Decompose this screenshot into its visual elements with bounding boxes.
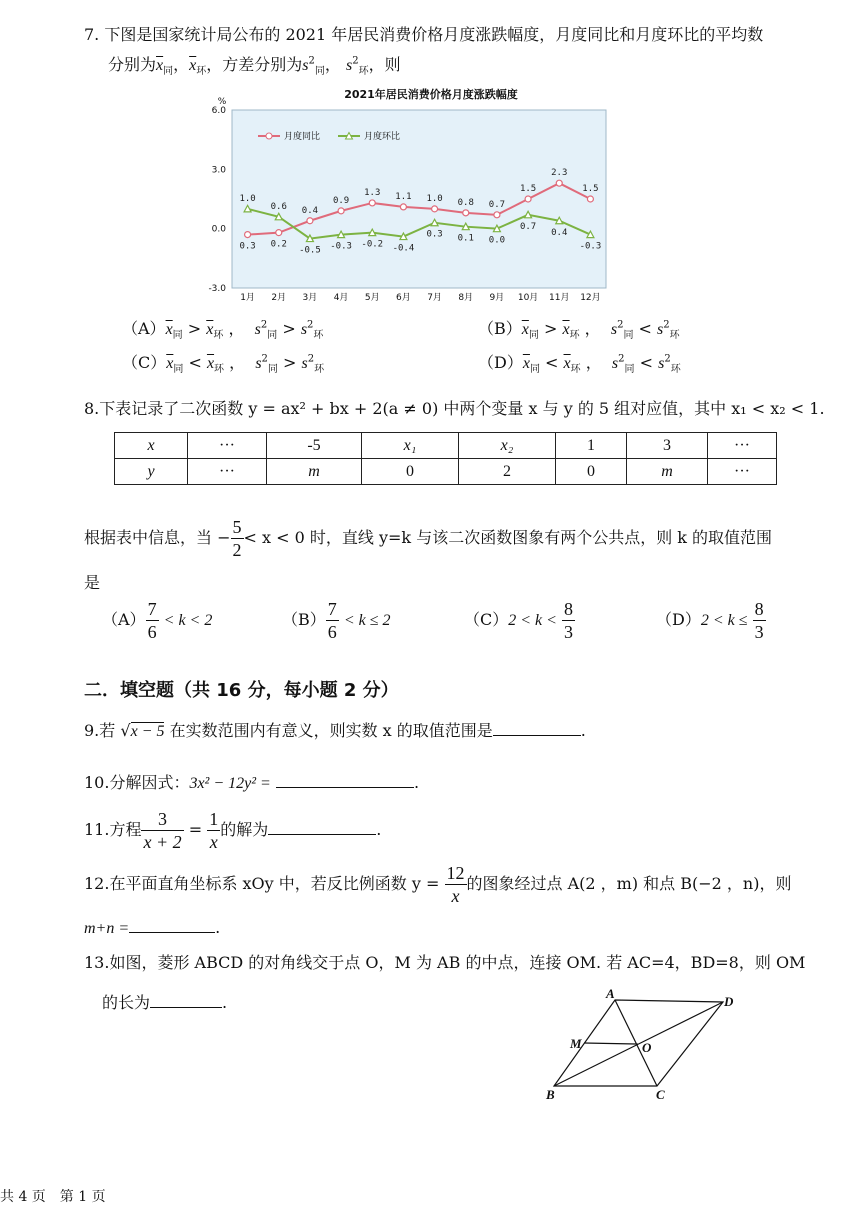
answer-blank[interactable] <box>493 721 581 736</box>
q9: 9.若 √x − 5 在实数范围内有意义，则实数 x 的取值范围是 . <box>84 721 586 740</box>
q8-para1-b: < x < 0 时，直线 y=k 与该二次函数图象有两个公共点，则 k 的取值范围 <box>243 528 773 547</box>
data-label: -0.4 <box>392 243 415 254</box>
data-label: 0.3 <box>239 241 256 252</box>
y-tick-label: -3.0 <box>208 284 226 294</box>
legend-label: 月度环比 <box>364 132 401 142</box>
table-cell: -5 <box>267 433 362 459</box>
q8-para1-a: 根据表中信息，当 <box>84 528 213 547</box>
legend-marker <box>266 133 272 139</box>
data-label: 1.5 <box>582 184 599 194</box>
table-cell: 1 <box>556 433 627 459</box>
data-label: 0.1 <box>457 233 474 244</box>
x-tick-label: 4月 <box>333 293 349 303</box>
data-label: 2.3 <box>551 168 568 179</box>
data-label: -0.5 <box>299 245 321 256</box>
y-tick-label: 0.0 <box>211 224 226 235</box>
data-label: 0.3 <box>426 229 443 240</box>
table-cell: 3 <box>627 433 708 459</box>
table-cell: ··· <box>188 459 267 485</box>
data-label: 1.3 <box>364 187 381 198</box>
q12-line2: m+n = . <box>84 918 221 937</box>
q7-option-d[interactable]: $(D)\overline{x}_同 < \overline{x}_环$ ， $s^2_同 < s^2_环$ <box>478 353 681 376</box>
answer-blank[interactable] <box>268 820 376 835</box>
data-point <box>245 232 251 238</box>
x-tick-label: 10月 <box>517 293 539 303</box>
page-footer: 共 4 页 第 1 页 <box>0 1189 106 1205</box>
y-tick-label: 6.0 <box>211 106 226 116</box>
fraction: $\frac{5}{2}$ <box>232 517 242 560</box>
var-huan-symbol: s <box>345 57 353 74</box>
label-b: B <box>546 1087 555 1102</box>
q7-line1: 7. 下图是国家统计局公布的 2021 年居民消费价格月度涨跌幅度，月度同比和月度环比的平均数 <box>84 25 764 44</box>
mean-tong-symbol: $\overline{x}$ <box>156 57 164 74</box>
data-point <box>400 204 406 210</box>
rhombus-figure <box>536 986 746 1106</box>
q7-line2-end: ，则 <box>368 55 401 74</box>
data-label: 0.6 <box>270 201 287 212</box>
x-tick-label: 8月 <box>458 293 474 303</box>
q8-stem: 8.下表记录了二次函数 y = ax² + bx + 2(a ≠ 0) 中两个变量 x 与 y 的 5 组对应值，其中 x₁ < x₂ < 1. <box>84 399 825 418</box>
data-label: 0.7 <box>488 199 506 210</box>
q8-para1: 根据表中信息，当 − $\frac{5}{2}$ < x < 0 时，直线 y=k 与该二次函数图象有两个公共点，则 k 的取值范围 <box>84 517 773 560</box>
option-label: （B） <box>478 319 522 338</box>
data-label: 0.4 <box>301 205 319 216</box>
data-point <box>463 210 469 216</box>
x-tick-label: 11月 <box>549 293 570 303</box>
x-tick-label: 6月 <box>396 293 411 303</box>
data-point <box>432 206 438 212</box>
chart-title: 2021年居民消费价格月度涨跌幅度 <box>344 88 518 101</box>
x-tick-label: 1月 <box>240 293 255 303</box>
x-tick-label: 12月 <box>580 293 601 303</box>
q10: 10.分解因式：3x² − 12y² = . <box>84 773 420 792</box>
data-label: 1.5 <box>519 184 537 194</box>
table-row <box>115 433 777 459</box>
data-label: 0.7 <box>519 221 537 232</box>
answer-blank[interactable] <box>150 993 222 1008</box>
answer-blank[interactable] <box>129 918 215 933</box>
data-label: -0.2 <box>361 239 384 250</box>
q13-line1: 13.如图，菱形 ABCD 的对角线交于点 O，M 为 AB 的中点，连接 OM. 若 AC=4，BD=8，则 OM <box>84 953 806 972</box>
label-a: A <box>606 986 615 1001</box>
option-label: （A） <box>122 319 166 338</box>
answer-blank[interactable] <box>276 773 414 788</box>
table-cell: x <box>115 433 188 459</box>
data-label: 0.2 <box>270 239 287 250</box>
section-2-heading: 二．填空题（共 16 分，每小题 2 分） <box>84 680 399 701</box>
q13-line2: 的长为 . <box>102 993 228 1012</box>
x-tick-label: 9月 <box>489 293 505 303</box>
q7-line2-mid: ，方差分别为 <box>206 55 303 74</box>
table-row <box>115 459 777 485</box>
x-tick-label: 3月 <box>302 293 318 303</box>
table-cell: ··· <box>188 433 267 459</box>
data-point <box>525 196 531 202</box>
q11: 11.方程 $\frac{3}{x + 2}$ = $\frac{1}{x}$ 的解为 . <box>84 809 382 852</box>
mean-huan-sub: 环 <box>196 66 207 78</box>
segment-om <box>584 1043 638 1044</box>
table-cell: 0 <box>556 459 627 485</box>
legend-label: 月度同比 <box>284 132 321 142</box>
label-c: C <box>656 1087 665 1102</box>
table-cell: y <box>115 459 188 485</box>
q8-option-a[interactable]: （A） $\frac{7}{6}$ < k < 2 <box>102 599 213 642</box>
label-m: M <box>570 1036 582 1051</box>
table-cell: x₁ <box>362 433 459 459</box>
data-label: 0.4 <box>551 227 568 238</box>
label-o: O <box>642 1040 652 1055</box>
q7-line2: 分别为$\overline{x}_同$，$\overline{x}_环$，方差分别为$s^2_同$， $s^2_环$，则 <box>108 55 401 78</box>
var-tong-symbol: s <box>302 57 309 74</box>
table-cell: x₂ <box>459 433 556 459</box>
option-label: （C） <box>122 353 167 372</box>
chart-ylabel: % <box>217 97 227 107</box>
x-tick-label: 7月 <box>427 293 442 303</box>
data-point <box>369 200 375 206</box>
table-cell: ··· <box>708 459 777 485</box>
y-tick-label: 3.0 <box>211 165 226 176</box>
q12: 12.在平面直角坐标系 xOy 中，若反比例函数 y = $\frac{12}{x}$ 的图象经过点 A(2 ，m) 和点 B(−2 ，n)，则 <box>84 863 792 906</box>
var-huan-sub: 环 <box>358 66 369 78</box>
q8-option-d[interactable]: （D）2 < k ≤ $\frac{8}{3}$ <box>656 599 764 642</box>
data-label: 0.0 <box>488 235 506 246</box>
data-point <box>556 180 562 186</box>
data-label: 0.8 <box>457 197 474 208</box>
table-cell: 2 <box>459 459 556 485</box>
data-label: 1.1 <box>395 191 412 202</box>
data-label: 1.0 <box>426 193 443 204</box>
q8-option-b[interactable]: （B） $\frac{7}{6}$ < k ≤ 2 <box>282 599 391 642</box>
table-cell: m <box>627 459 708 485</box>
mean-tong-sub: 同 <box>163 66 174 78</box>
label-d: D <box>724 994 734 1009</box>
q7-option-c[interactable]: $(C)\overline{x}_同 < \overline{x}_环$ ， $s^2_同 > s^2_环$ <box>122 353 325 376</box>
mean-huan-symbol: $\overline{x}$ <box>189 57 197 74</box>
data-label: -0.3 <box>330 241 352 252</box>
data-point <box>494 212 500 218</box>
q7-line2-prefix: 分别为 <box>108 55 157 74</box>
data-point <box>276 230 282 236</box>
data-label: 1.0 <box>239 193 256 204</box>
x-tick-label: 5月 <box>364 293 380 303</box>
data-point <box>587 196 593 202</box>
option-label: （D） <box>478 353 523 372</box>
x-tick-label: 2月 <box>271 293 287 303</box>
data-label: 0.9 <box>332 195 350 206</box>
data-label: -0.3 <box>579 241 602 252</box>
table-cell: 0 <box>362 459 459 485</box>
q8-option-c[interactable]: （C）2 < k < $\frac{8}{3}$ <box>464 599 574 642</box>
q8-para2: 是 <box>84 573 101 592</box>
cpi-line-chart <box>196 84 626 304</box>
q7-option-a[interactable]: $(A)\overline{x}_同 > \overline{x}_环$ ， $s^2_同 > s^2_环$ <box>122 319 324 342</box>
var-tong-sub: 同 <box>314 66 325 78</box>
q8-value-table <box>114 432 777 485</box>
q7-option-b[interactable]: $(B)\overline{x}_同 > \overline{x}_环$ ， $s^2_同 < s^2_环$ <box>478 319 680 342</box>
table-cell: ··· <box>708 433 777 459</box>
table-cell: m <box>267 459 362 485</box>
data-point <box>307 218 313 224</box>
radicand: x − 5 <box>130 723 165 740</box>
data-point <box>338 208 344 214</box>
